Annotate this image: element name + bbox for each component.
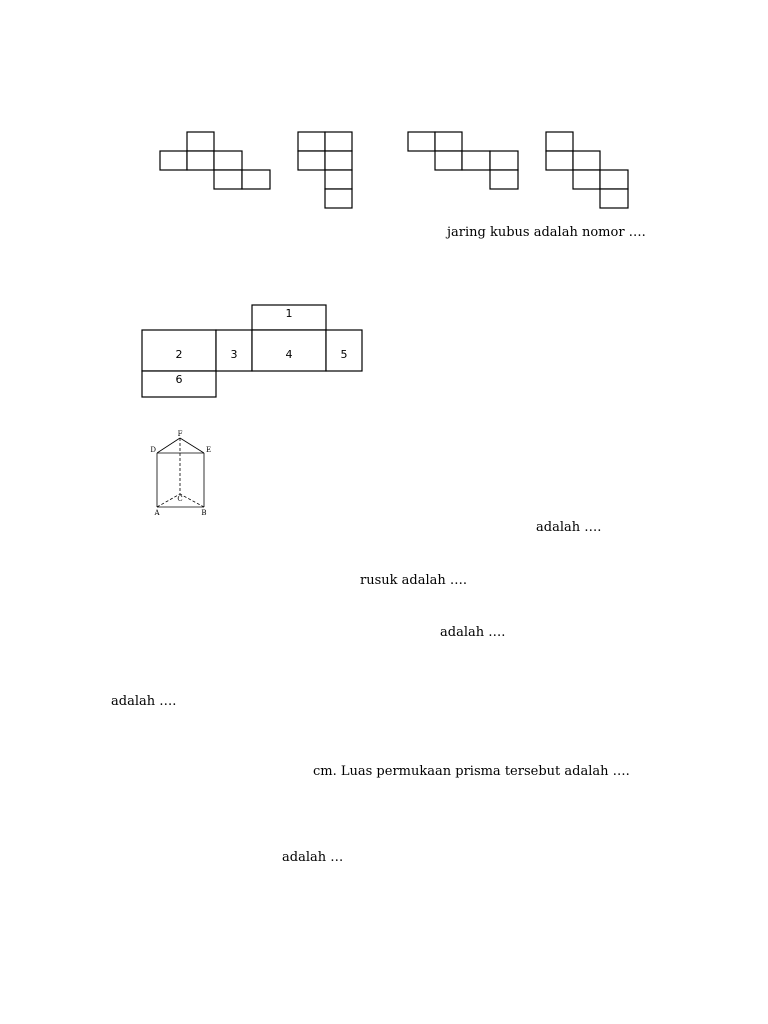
prism-vertex-label: C: [177, 495, 183, 503]
net-face-label: 3: [230, 348, 238, 361]
prism-vertex-label: D: [150, 446, 156, 454]
net-face-label: 5: [340, 348, 348, 361]
question-text-line: rusuk adalah ….: [360, 573, 468, 588]
prism-vertex-label: F: [177, 430, 183, 438]
question-text-line: adalah ….: [440, 625, 506, 640]
net-face-label: 6: [175, 373, 183, 386]
question-text-line: adalah …: [282, 850, 344, 865]
net-face-label: 1: [285, 307, 293, 320]
question-text-line: cm. Luas permukaan prisma tersebut adalah ….: [313, 764, 630, 779]
net-face-label: 4: [285, 348, 293, 361]
prism-vertex-label: E: [206, 446, 212, 454]
question-text-line: adalah ….: [536, 520, 602, 535]
question-text-line: adalah ….: [111, 694, 177, 709]
question-text-line: jaring kubus adalah nomor ….: [447, 225, 646, 240]
net-face-label: 2: [175, 348, 183, 361]
prism-vertex-label: A: [154, 509, 160, 517]
prism-vertex-label: B: [201, 509, 207, 517]
